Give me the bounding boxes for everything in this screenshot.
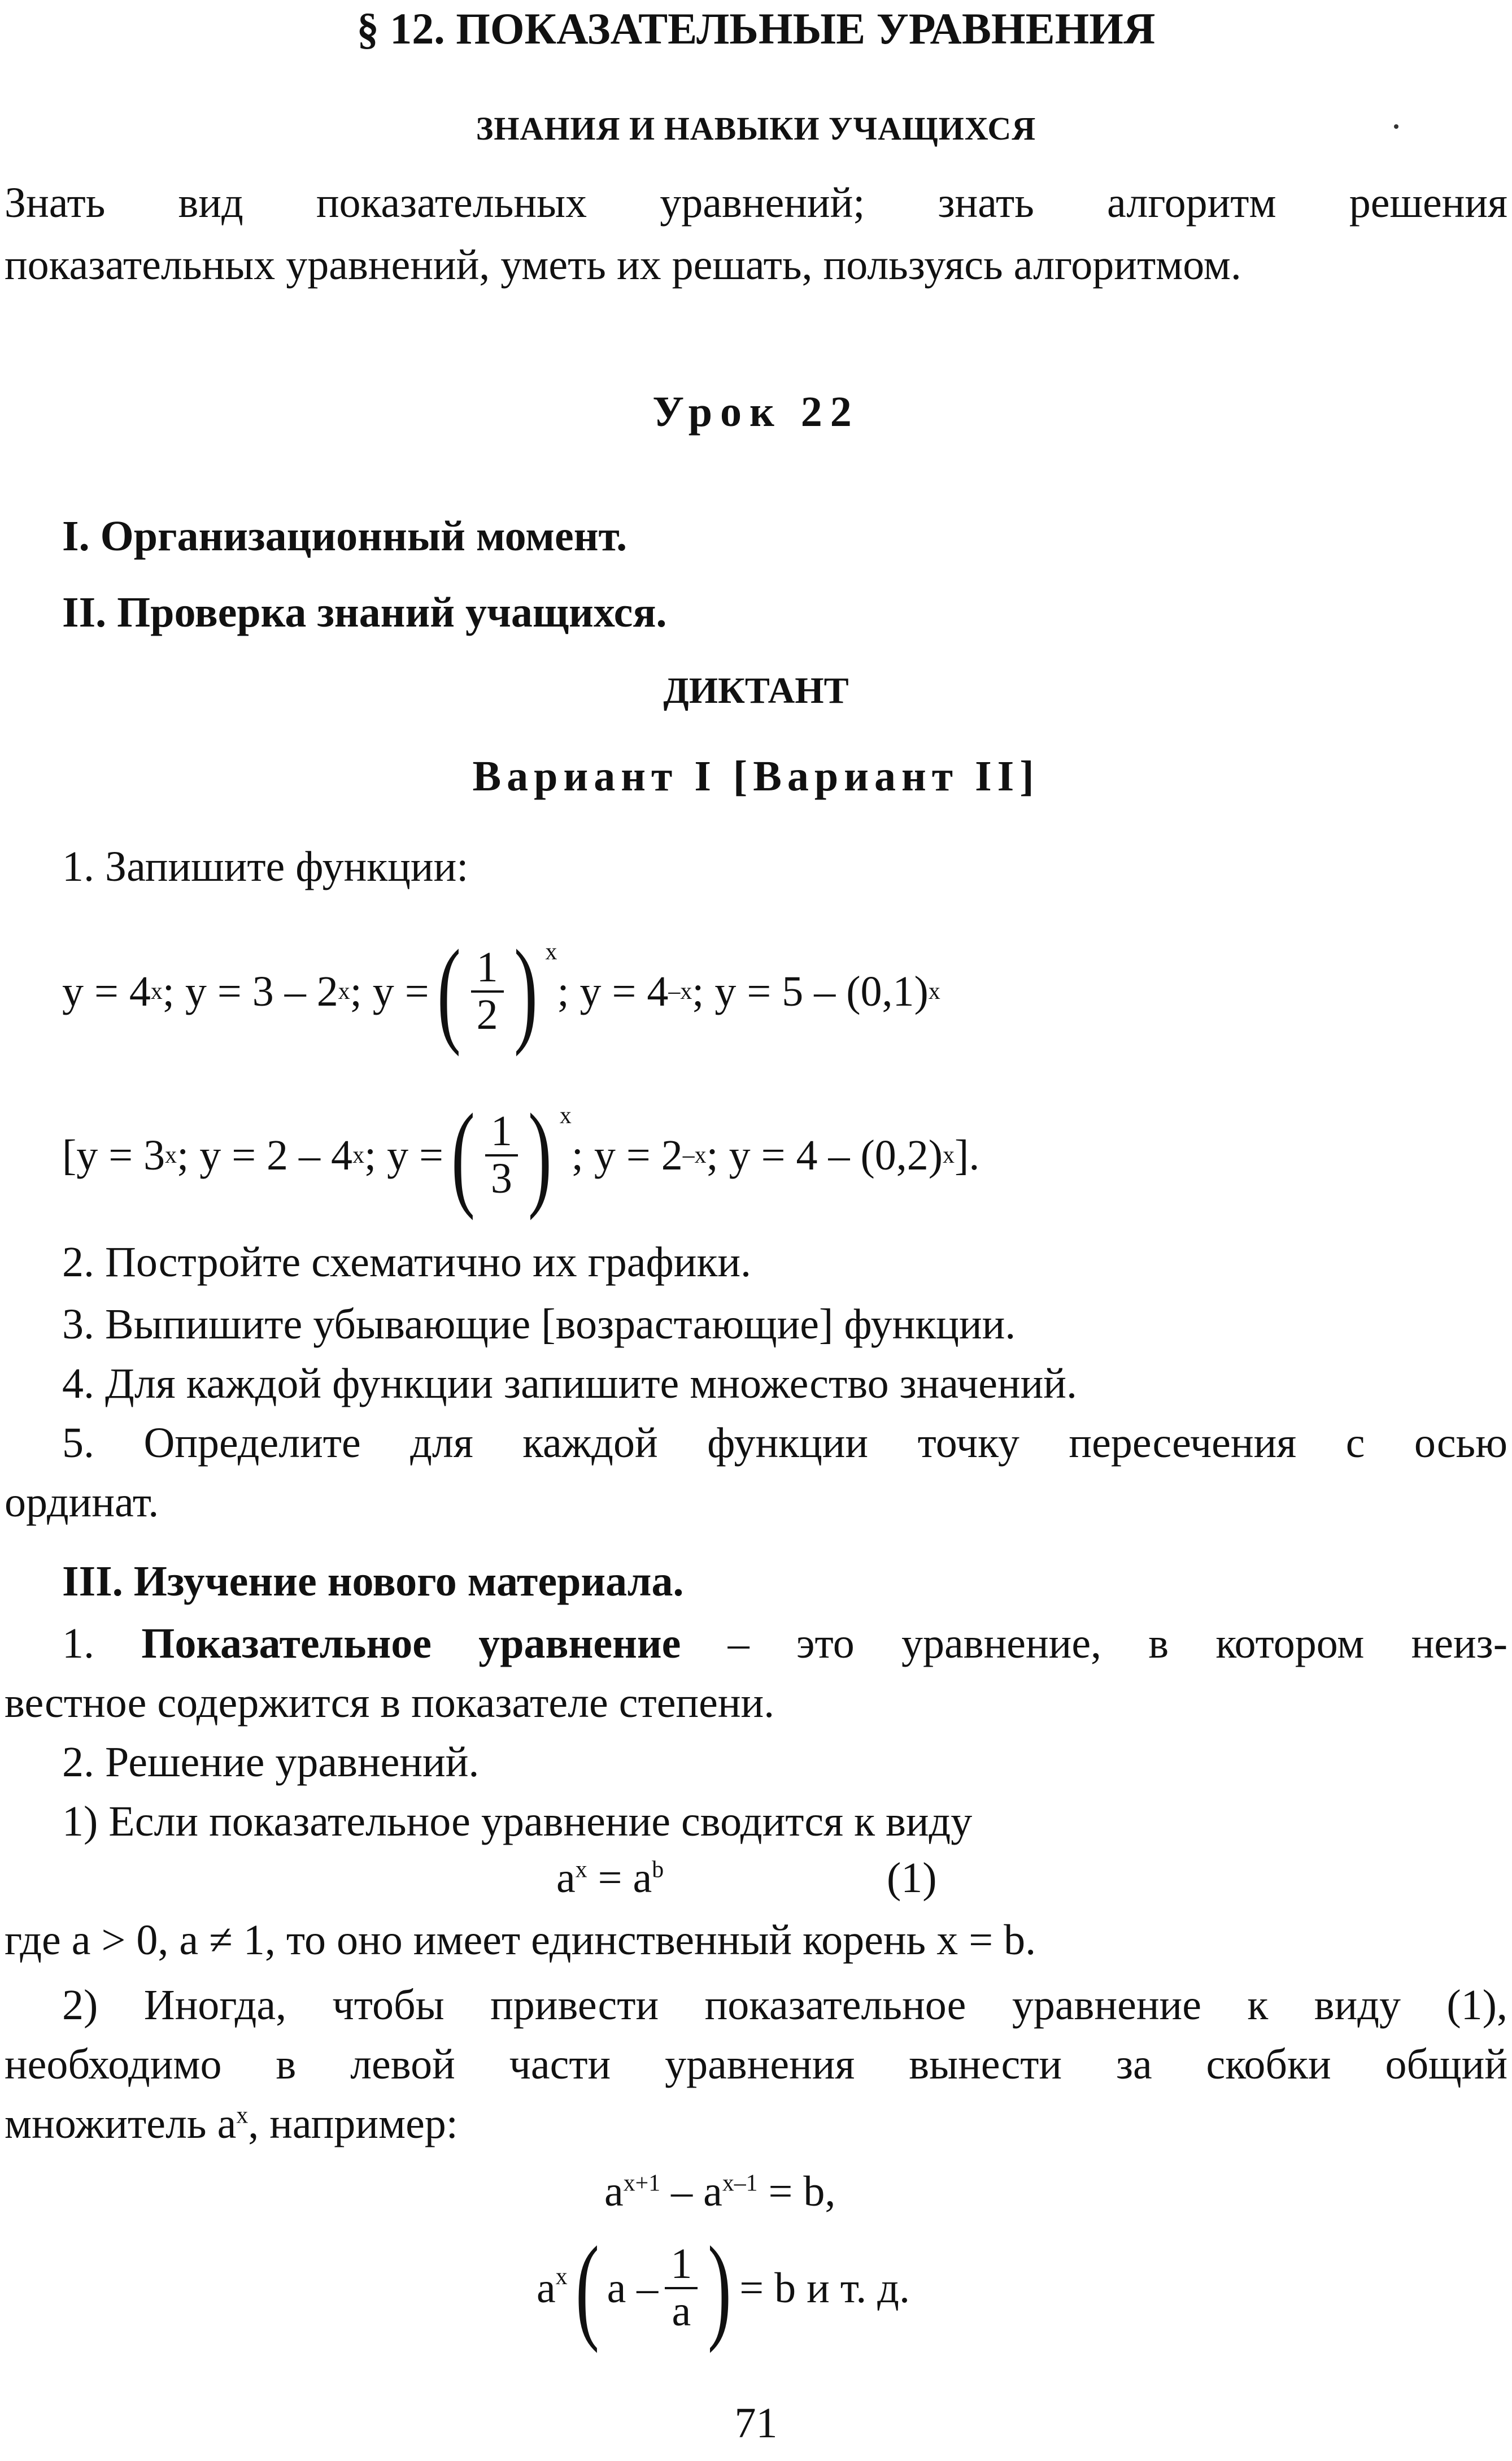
case-2-line-1: 2) Иногда, чтобы привести показательное уравнение к виду (1), [62,1981,1507,2029]
case-2-line-2: необходимо в левой части уравнения вынести за скобки общий [5,2041,1507,2088]
lesson-title: Урок 22 [652,388,860,436]
task-5-line-2: ординат. [5,1479,159,1526]
dictation-heading: ДИКТАНТ [663,670,849,711]
task-5-line-1: 5. Определите для каждой функции точку пересечения с осью [62,1419,1507,1467]
equation-2: $a^{x+1} - a^{x-1} = b$, [604,2168,836,2215]
definition-line-2: вестное содержится в показателе степени. [5,1679,775,1727]
section-check: II. Проверка знаний учащихся. [62,589,667,636]
functions-variant-1: y = 4 x ; y = 3 – 2 x ; y = ( $\frac{1}{2}$ ) $^x$ ; y = 4 –x ; y = 5 – (0,1) x [62,926,940,1057]
subtitle: ЗНАНИЯ И НАВЫКИ УЧАЩИХСЯ [476,110,1036,147]
fraction-one-half: ( $\frac{1}{2}$ ) [437,926,538,1057]
section-new-material: III. Изучение нового материала. [62,1558,684,1605]
variant-heading: Вариант I [Вариант II] [472,753,1040,800]
functions-variant-2: [y = 3 x ; y = 2 – 4 x ; y = ( $\frac{1}{3}$ ) $^x$ ; y = 2 –x ; y = 4 – (0,2) x ]. [62,1090,980,1221]
intro-line-1: Знать вид показательных уравнений; знать алгоритм решения [5,179,1507,227]
definition-line-1: 1. Показательное уравнение – это уравнение, в котором неиз- [62,1620,1508,1667]
stray-dot [1394,124,1398,129]
equation-1-number: (1) [887,1854,937,1902]
task-1: 1. Запишите функции: [62,843,469,890]
task-2: 2. Постройте схематично их графики. [62,1238,752,1286]
task-3: 3. Выпишите убывающие [возрастающие] функции. [62,1301,1016,1348]
case-1-condition: где a > 0, a ≠ 1, то оно имеет единственный корень x = b. [5,1916,1036,1964]
page-number: 71 [734,2399,778,2447]
section-title: § 12. ПОКАЗАТЕЛЬНЫЕ УРАВНЕНИЯ [356,4,1156,53]
task-4: 4. Для каждой функции запишите множество значений. [62,1360,1077,1407]
definition-term: Показательное уравнение [141,1620,681,1667]
case-2-line-3: множитель $a^x$, например: [5,2100,458,2147]
equation-1: $a^x = a^b$ [556,1854,664,1902]
intro-line-2: показательных уравнений, уметь их решать, пользуясь алгоритмом. [5,241,1241,289]
fraction-one-third: ( $\frac{1}{3}$ ) [451,1090,552,1221]
equation-3: a $^x$ ( a – $\frac{1}{a}$ ) = b и т. д. [537,2223,910,2354]
case-1: 1) Если показательное уравнение сводится к виду [62,1798,973,1845]
solving-heading: 2. Решение уравнений. [62,1738,480,1786]
section-organizational: I. Организационный момент. [62,512,628,560]
